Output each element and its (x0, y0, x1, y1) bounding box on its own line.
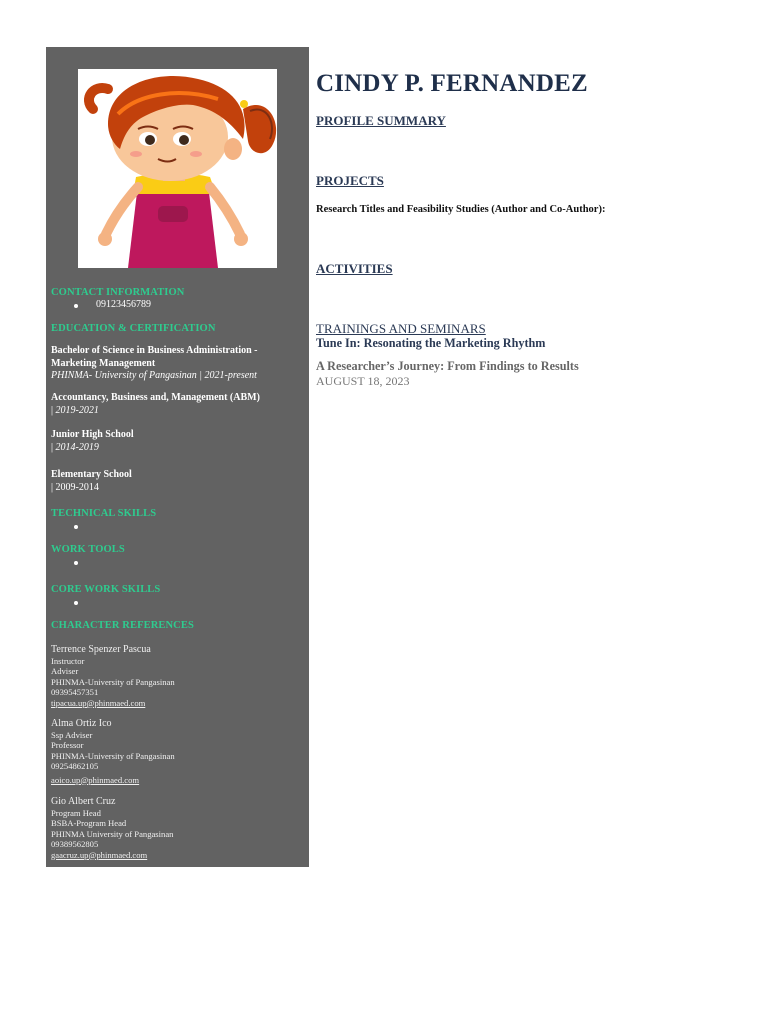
cartoon-girl-image (78, 69, 277, 268)
reference-email-link[interactable]: gaacruz.up@phinmaed.com (51, 849, 148, 860)
separator: | (51, 404, 56, 416)
references-heading: CHARACTER REFERENCES (51, 620, 194, 631)
bullet-icon (74, 561, 78, 565)
reference-line: PHINMA University of Pangasinan (51, 828, 174, 839)
reference-entry (51, 644, 175, 708)
reference-line: Professor (51, 740, 84, 751)
education-entry (51, 469, 132, 494)
projects-heading: PROJECTS (316, 173, 384, 188)
resume-main (316, 0, 756, 1024)
reference-name: Alma Ortiz Ico (51, 718, 112, 729)
bullet-icon (74, 525, 78, 529)
reference-phone: 09254862105 (51, 761, 99, 772)
profile-summary-heading: PROFILE SUMMARY (316, 113, 446, 128)
reference-phone: 09395457351 (51, 687, 99, 698)
technical-skills-heading: TECHNICAL SKILLS (51, 508, 157, 519)
reference-line: PHINMA-University of Pangasinan (51, 676, 175, 687)
work-tools-heading: WORK TOOLS (51, 544, 125, 555)
reference-email-link[interactable]: tipacua.up@phinmaed.com (51, 697, 146, 708)
jhs-years: 2014-2019 (55, 441, 99, 453)
core-skills-heading: CORE WORK SKILLS (51, 584, 161, 595)
candidate-name: CINDY P. FERNANDEZ (316, 70, 588, 97)
degree-line2: Marketing Management (51, 357, 156, 369)
reference-name: Terrence Spenzer Pascua (51, 644, 151, 655)
degree-detail: PHINMA- University of Pangasinan | 2021-present (51, 370, 257, 381)
profile-photo (78, 69, 277, 268)
bullet-icon (74, 601, 78, 605)
education-entry (51, 345, 258, 383)
reference-entry (51, 718, 175, 785)
trainings-heading: TRAININGS AND SEMINARS (316, 321, 486, 336)
training-title: Tune In: Resonating the Marketing Rhythm (316, 336, 546, 350)
activities-heading: ACTIVITIES (316, 261, 393, 276)
education-heading: EDUCATION & CERTIFICATION (51, 323, 216, 334)
strand-years: 2019-2021 (55, 404, 99, 416)
bullet-icon (74, 304, 78, 308)
education-entry (51, 429, 134, 454)
elementary-name: Elementary School (51, 469, 132, 480)
reference-line: BSBA-Program Head (51, 818, 127, 829)
resume-sidebar (46, 47, 309, 867)
reference-email-link[interactable]: aoico.up@phinmaed.com (51, 774, 140, 785)
reference-line: Program Head (51, 808, 101, 818)
reference-line: PHINMA-University of Pangasinan (51, 750, 175, 761)
reference-line: Ssp Adviser (51, 730, 93, 740)
projects-text: Research Titles and Feasibility Studies (Author and Co-Author): (316, 204, 606, 215)
training-title: A Researcher’s Journey: From Findings to Results (316, 359, 579, 373)
reference-name: Gio Albert Cruz (51, 796, 116, 807)
reference-line: Instructor (51, 656, 85, 666)
reference-line: Adviser (51, 666, 79, 677)
contact-heading: CONTACT INFORMATION (51, 287, 185, 298)
elementary-years: | 2009-2014 (51, 481, 99, 493)
reference-entry (51, 796, 173, 860)
separator: | (51, 441, 56, 453)
strand-name: Accountancy, Business and, Management (ABM) (51, 392, 260, 403)
education-entry (51, 392, 260, 417)
contact-phone: 09123456789 (96, 299, 151, 310)
jhs-name: Junior High School (51, 429, 134, 440)
degree-line1: Bachelor of Science in Business Administration - (51, 345, 258, 356)
reference-phone: 09389562805 (51, 839, 99, 850)
training-date: AUGUST 18, 2023 (316, 374, 410, 388)
